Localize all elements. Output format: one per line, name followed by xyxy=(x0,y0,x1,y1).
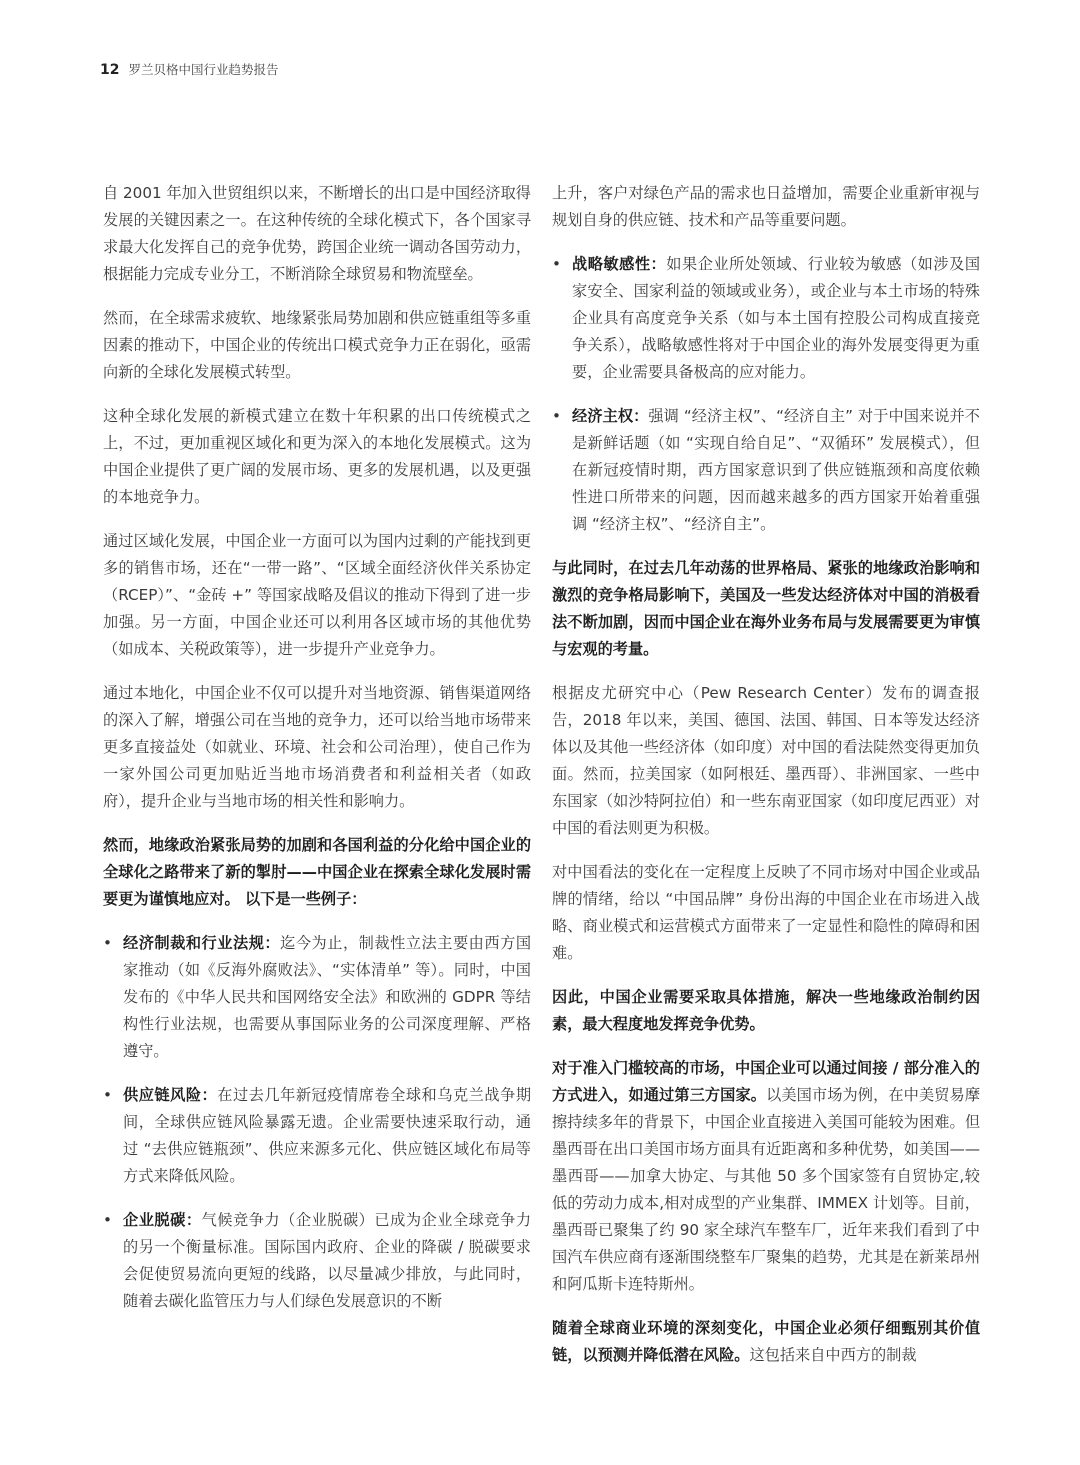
bullet-dot-icon: • xyxy=(103,1211,112,1229)
bullet-item xyxy=(552,251,980,386)
bullet-item xyxy=(103,930,531,1065)
bullet-text: 气候竞争力（企业脱碳）已成为企业全球竞争力的另一个衡量标准。国际国内政府、企业的降碳 / 脱碳要求会促使贸易流向更短的线路，以尽量减少排放，与此同时，随着去碳化监管压力与人们绿色发展意识的不断 xyxy=(123,1211,532,1310)
report-title: 罗兰贝格中国行业趋势报告 xyxy=(128,62,279,77)
paragraph xyxy=(552,1315,980,1369)
bullet-text: 强调 “经济主权”、“经济自主” 对于中国来说并不是新鲜话题（如 “实现自给自足”、“双循环” 发展模式），但在新冠疫情时期，西方国家意识到了供应链瓶颈和高度依赖性进口所带来的问题，因而越来越多的西方国家开始着重强调 “经济主权”、“经济自主”。 xyxy=(572,407,980,533)
bullet-item xyxy=(103,1082,531,1190)
bullet-dot-icon: • xyxy=(552,407,561,425)
paragraph: 自 2001 年加入世贸组织以来，不断增长的出口是中国经济取得发展的关键因素之一。在这种传统的全球化模式下，各个国家寻求最大化发挥自己的竞争优势，跨国企业统一调动各国劳动力，根据能力完成专业分工，不断消除全球贸易和物流壁垒。 xyxy=(103,184,531,283)
bullet-item xyxy=(103,1207,531,1315)
paragraph: 然而，在全球需求疲软、地缘紧张局势加剧和供应链重组等多重因素的推动下，中国企业的传统出口模式竞争力正在弱化，亟需向新的全球化发展模式转型。 xyxy=(103,309,531,381)
bold-lead: 随着全球商业环境的深刻变化，中国企业必须仔细甄别其价值链，以预测并降低潜在风险。 xyxy=(552,1319,980,1364)
page-number: 12 xyxy=(100,62,120,78)
bold-lead: 对于准入门槛较高的市场，中国企业可以通过间接 / 部分准入的方式进入，如通过第三方国家。 xyxy=(552,1059,980,1104)
bullet-dot-icon: • xyxy=(103,1086,112,1104)
bullet-dot-icon: • xyxy=(552,255,561,273)
bold-paragraph: 因此，中国企业需要采取具体措施，解决一些地缘政治制约因素，最大程度地发挥竞争优势。 xyxy=(552,988,980,1033)
bullet-term: 战略敏感性： xyxy=(572,255,667,273)
bullet-dot-icon: • xyxy=(103,934,112,952)
paragraph: 上升，客户对绿色产品的需求也日益增加，需要企业重新审视与规划自身的供应链、技术和产品等重要问题。 xyxy=(552,184,980,229)
bullet-term: 企业脱碳： xyxy=(123,1211,202,1229)
paragraph: 这种全球化发展的新模式建立在数十年积累的出口传统模式之上，不过，更加重视区域化和更为深入的本地化发展模式。这为中国企业提供了更广阔的发展市场、更多的发展机遇，以及更强的本地竞争力。 xyxy=(103,407,531,506)
paragraph-text: 这包括来自中西方的制裁 xyxy=(749,1346,917,1364)
bullet-term: 经济主权： xyxy=(572,407,649,425)
bullet-text: 迄今为止，制裁性立法主要由西方国家推动（如《反海外腐败法》、“实体清单” 等）。同时，中国发布的《中华人民共和国网络安全法》和欧洲的 GDPR 等结构性行业法规，也需要从事国际业务的公司深度理解、严格遵守。 xyxy=(123,934,532,1060)
bullet-term: 供应链风险： xyxy=(123,1086,218,1104)
paragraph: 根据皮尤研究中心（Pew Research Center）发布的调查报告，2018 年以来，美国、德国、法国、韩国、日本等发达经济体以及其他一些经济体（如印度）对中国的看法陡然变得更加负面。然而，拉美国家（如阿根廷、墨西哥）、非洲国家、一些中东国家（如沙特阿拉伯）和一些东南亚国家（如印度尼西亚）对中国的看法则更为积极。 xyxy=(552,684,980,837)
bullet-term: 经济制裁和行业法规： xyxy=(123,934,281,952)
paragraph: 通过区域化发展，中国企业一方面可以为国内过剩的产能找到更多的销售市场，还在“一带一路”、“区域全面经济伙伴关系协定（RCEP）”、“金砖 +” 等国家战略及倡议的推动下得到了进一步加强。另一方面，中国企业还可以利用各区域市场的其他优势（如成本、关税政策等），进一步提升产业竞争力。 xyxy=(103,532,531,658)
left-column xyxy=(103,180,531,1332)
bold-paragraph: 然而，地缘政治紧张局势的加剧和各国利益的分化给中国企业的全球化之路带来了新的掣肘——中国企业在探索全球化发展时需要更为谨慎地应对。 以下是一些例子： xyxy=(103,836,531,908)
right-column xyxy=(552,180,980,1386)
paragraph-text: 以美国市场为例，在中美贸易摩擦持续多年的背景下，中国企业直接进入美国可能较为困难。但墨西哥在出口美国市场方面具有近距离和多种优势，如美国——墨西哥——加拿大协定、与其他 50 多个国家签有自贸协定,较低的劳动力成本,相对成型的产业集群、IMMEX 计划等。目前，墨西哥已聚集了约 90 家全球汽车整车厂，近年来我们看到了中国汽车供应商有逐渐围绕整车厂聚集的趋势，尤其是在新莱昂州和阿瓜斯卡连特斯州。 xyxy=(552,1086,981,1293)
page-header xyxy=(100,60,279,78)
bullet-text: 在过去几年新冠疫情席卷全球和乌克兰战争期间，全球供应链风险暴露无遗。企业需要快速采取行动，通过 “去供应链瓶颈”、供应来源多元化、供应链区域化布局等方式来降低风险。 xyxy=(123,1086,532,1185)
paragraph xyxy=(552,1055,980,1298)
bullet-item xyxy=(552,403,980,538)
bold-paragraph: 与此同时，在过去几年动荡的世界格局、紧张的地缘政治影响和激烈的竞争格局影响下，美国及一些发达经济体对中国的消极看法不断加剧，因而中国企业在海外业务布局与发展需要更为审慎与宏观的考量。 xyxy=(552,559,980,658)
paragraph: 通过本地化，中国企业不仅可以提升对当地资源、销售渠道网络的深入了解，增强公司在当地的竞争力，还可以给当地市场带来更多直接益处（如就业、环境、社会和公司治理），使自己作为一家外国公司更加贴近当地市场消费者和利益相关者（如政府），提升企业与当地市场的相关性和影响力。 xyxy=(103,684,531,810)
paragraph: 对中国看法的变化在一定程度上反映了不同市场对中国企业或品牌的情绪，给以 “中国品牌” 身份出海的中国企业在市场进入战略、商业模式和运营模式方面带来了一定显性和隐性的障碍和困难。 xyxy=(552,863,980,962)
bullet-text: 如果企业所处领域、行业较为敏感（如涉及国家安全、国家利益的领域或业务），或企业与本土市场的特殊企业具有高度竞争关系（如与本土国有控股公司构成直接竞争关系），战略敏感性将对于中国企业的海外发展变得更为重要，企业需要具备极高的应对能力。 xyxy=(572,255,981,381)
